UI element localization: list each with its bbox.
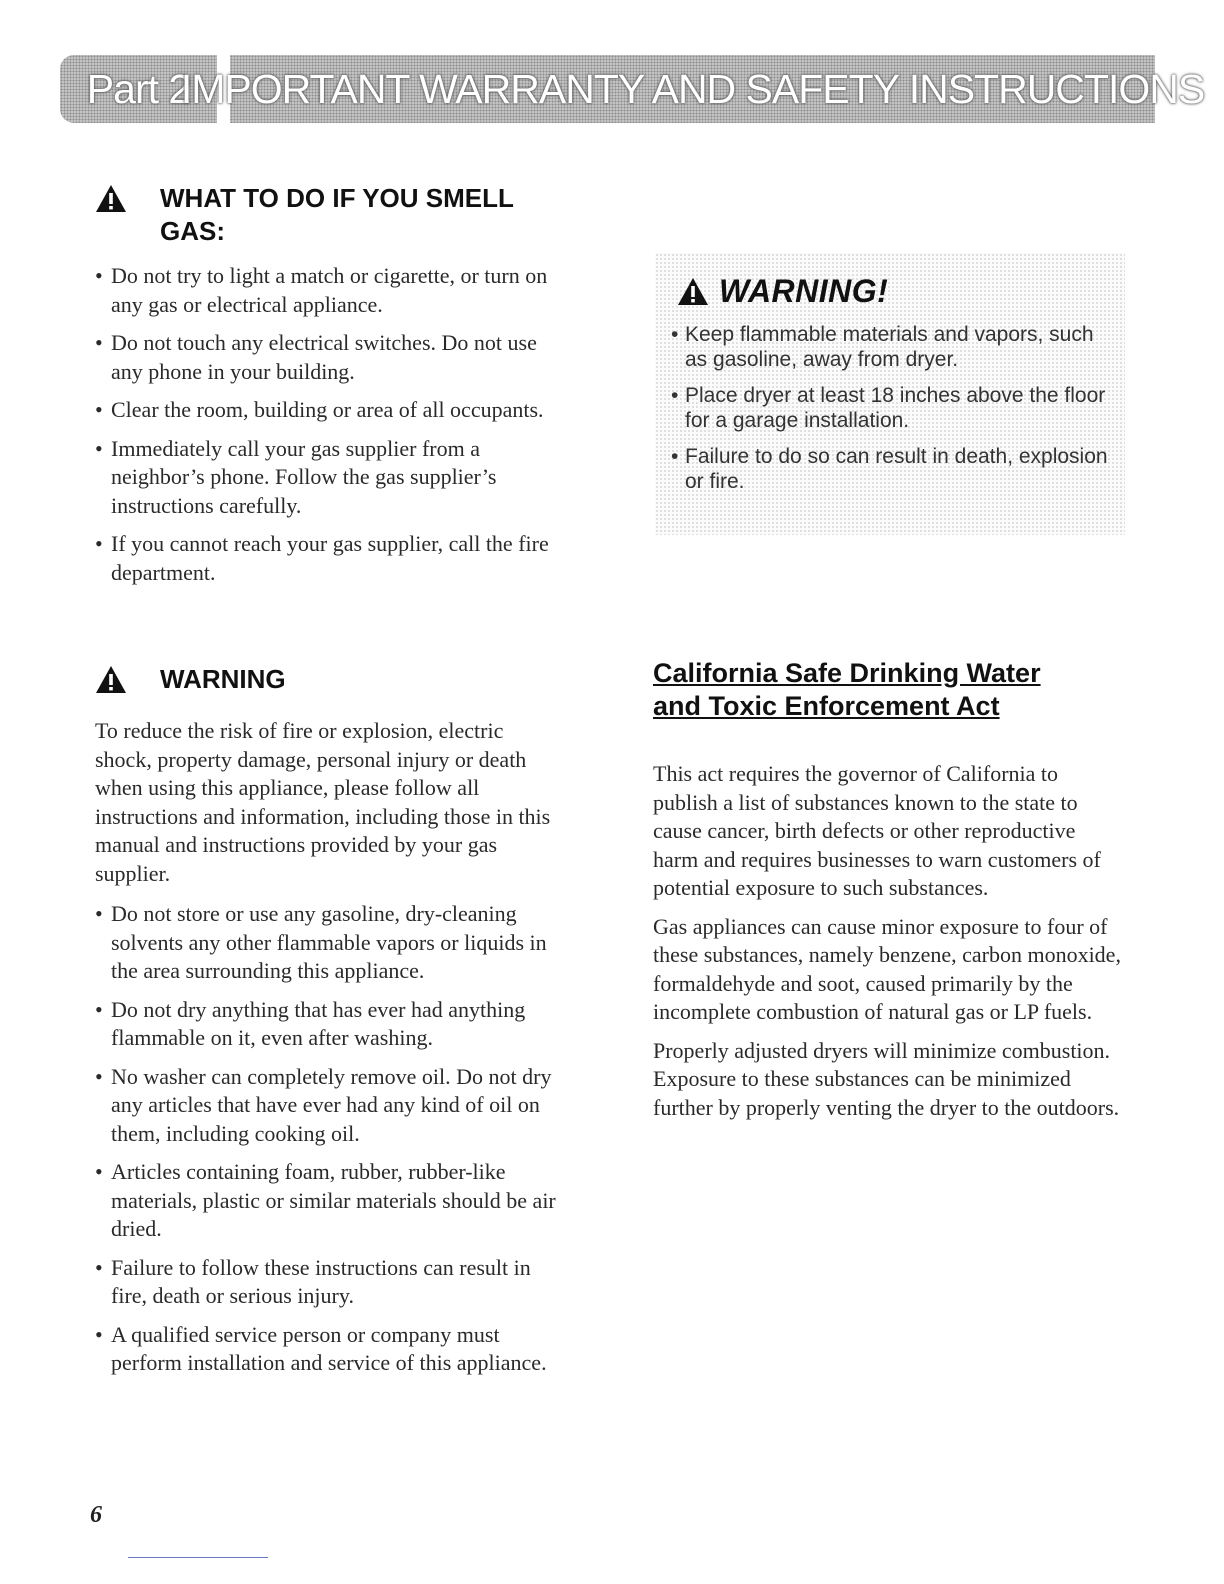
warning-triangle-icon — [95, 665, 127, 694]
list-item: • Do not try to light a match or cigarette, or turn on any gas or electrical appliance. — [95, 262, 565, 319]
list-item: • Do not touch any electrical switches. Do not use any phone in your building. — [95, 329, 565, 386]
warning-box-list — [669, 322, 1110, 494]
list-item: • Clear the room, building or area of all occupants. — [95, 396, 565, 425]
warning-list — [95, 900, 565, 1378]
smell-gas-list — [95, 262, 565, 587]
list-item: • Failure to follow these instructions can result in fire, death or serious injury. — [95, 1254, 565, 1311]
list-item: • If you cannot reach your gas supplier, call the fire department. — [95, 530, 565, 587]
footer-rule — [128, 1557, 268, 1558]
list-item: • Place dryer at least 18 inches above the floor for a garage installation. — [669, 383, 1110, 433]
warning-box-title: WARNING! — [719, 273, 889, 309]
smell-gas-title: WHAT TO DO IF YOU SMELL GAS: — [160, 183, 514, 246]
california-paragraph: Gas appliances can cause minor exposure to four of these substances, namely benzene, carbon monoxide, formaldehyde and soot, caused primarily by the incomplete combustion of natural gas or LP fuels. — [653, 913, 1121, 1024]
california-paragraph: This act requires the governor of California to publish a list of substances known to the state to cause cancer, birth defects or other reproductive harm and requires businesses to warn customers of potential exposure to such substances. — [653, 761, 1101, 900]
california-section — [653, 657, 1123, 1122]
part-label: Part 2 — [86, 65, 191, 112]
list-item: • Immediately call your gas supplier from a neighbor’s phone. Follow the gas supplier’s instructions carefully. — [95, 435, 565, 521]
header-bar — [180, 55, 1205, 123]
warning-section — [95, 663, 565, 1378]
list-item: • Keep flammable materials and vapors, such as gasoline, away from dryer. — [669, 322, 1110, 372]
warning-box — [655, 253, 1125, 535]
california-paragraph: Properly adjusted dryers will minimize combustion. Exposure to these substances can be minimized further by properly venting the dryer to the outdoors. — [653, 1037, 1120, 1120]
page-title: IMPORTANT WARRANTY AND SAFETY INSTRUCTIONS — [180, 65, 1205, 112]
california-title: California Safe Drinking Water and Toxic Enforcement Act — [653, 658, 1041, 721]
page-number: 6 — [90, 1502, 102, 1528]
warning-title: WARNING — [160, 664, 286, 694]
warning-intro: To reduce the risk of fire or explosion, electric shock, property damage, personal injury or death when using this appliance, please follow all instructions and information, including those in this manual and instructions provided by your gas supplier. — [95, 718, 551, 886]
list-item: • Do not store or use any gasoline, dry-cleaning solvents any other flammable vapors or liquids in the area surrounding this appliance. — [95, 900, 565, 986]
list-item: • Articles containing foam, rubber, rubber-like materials, plastic or similar materials should be air dried. — [95, 1158, 565, 1244]
warning-triangle-icon — [677, 277, 709, 306]
list-item: • Failure to do so can result in death, explosion or fire. — [669, 444, 1110, 494]
list-item: • No washer can completely remove oil. Do not dry any articles that have ever had any kind of oil on them, including cooking oil. — [95, 1063, 565, 1149]
smell-gas-section — [95, 182, 565, 587]
warning-triangle-icon — [95, 184, 127, 213]
list-item: • Do not dry anything that has ever had anything flammable on it, even after washing. — [95, 996, 565, 1053]
list-item: • A qualified service person or company must perform installation and service of this appliance. — [95, 1321, 565, 1378]
